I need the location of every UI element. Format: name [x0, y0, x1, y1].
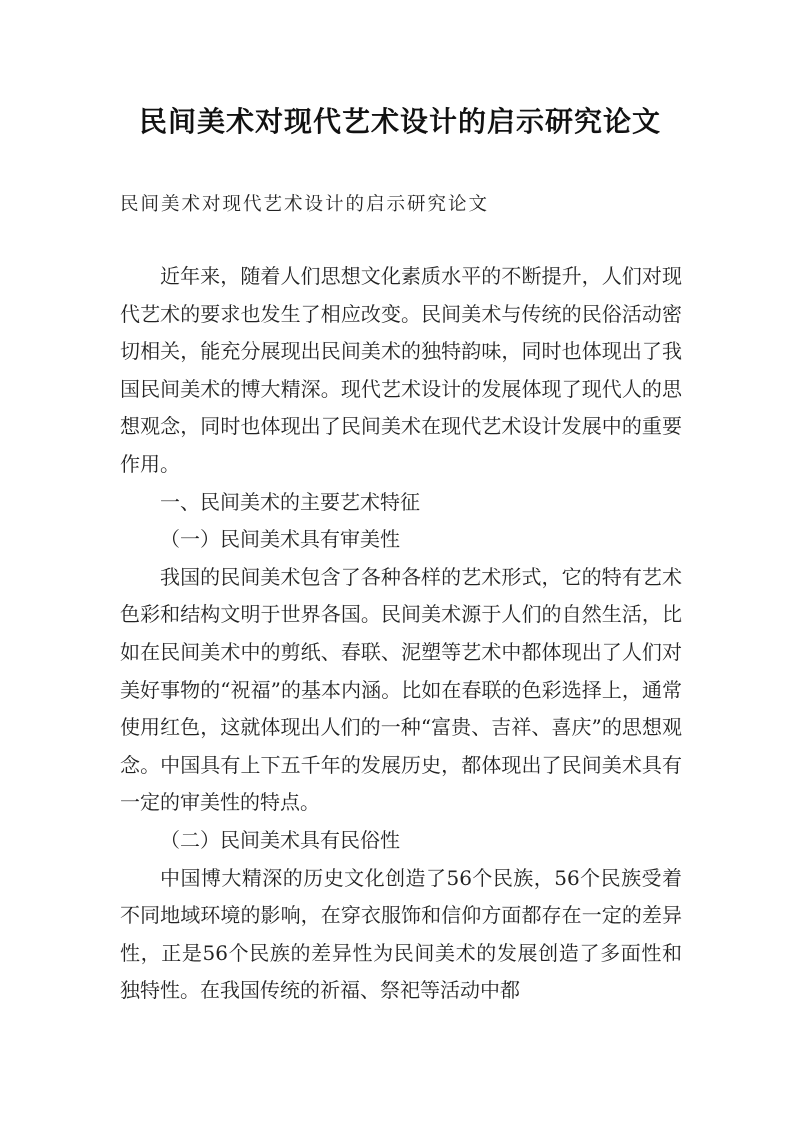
subsection-heading-2: （二）民间美术具有民俗性	[160, 827, 400, 852]
folk-paragraph: 中国博大精深的历史文化创造了56个民族，56个民族受着不同地域环境的影响，在穿衣服饰和信仰方面都存在一定的差异性，正是56个民族的差异性为民间美术的发展创造了多面性和独特性。在我国传统的祈福、祭祀等活动中都	[120, 865, 682, 1003]
aesthetic-paragraph: 我国的民间美术包含了各种各样的艺术形式，它的特有艺术色彩和结构文明于世界各国。民间美术源于人们的自然生活，比如在民间美术中的剪纸、春联、泥塑等艺术中都体现出了人们对美好事物的“祝福”的基本内涵。比如在春联的色彩选择上，通常使用红色，这就体现出人们的一种“富贵、吉祥、喜庆”的思想观念。中国具有上下五千年的发展历史，都体现出了民间美术具有一定的审美性的特点。	[120, 564, 682, 815]
document-title: 民间美术对现代艺术设计的启示研究论文	[138, 105, 661, 138]
document-body	[120, 258, 682, 1010]
section-heading-1: 一、民间美术的主要艺术特征	[160, 489, 420, 514]
subsection-heading-1: （一）民间美术具有审美性	[160, 527, 400, 552]
document-subtitle: 民间美术对现代艺术设计的启示研究论文	[120, 194, 490, 215]
intro-paragraph: 近年来，随着人们思想文化素质水平的不断提升，人们对现代艺术的要求也发生了相应改变。民间美术与传统的民俗活动密切相关，能充分展现出民间美术的独特韵味，同时也体现出了我国民间美术的博大精深。现代艺术设计的发展体现了现代人的思想观念，同时也体现出了民间美术在现代艺术设计发展中的重要作用。	[120, 264, 682, 476]
